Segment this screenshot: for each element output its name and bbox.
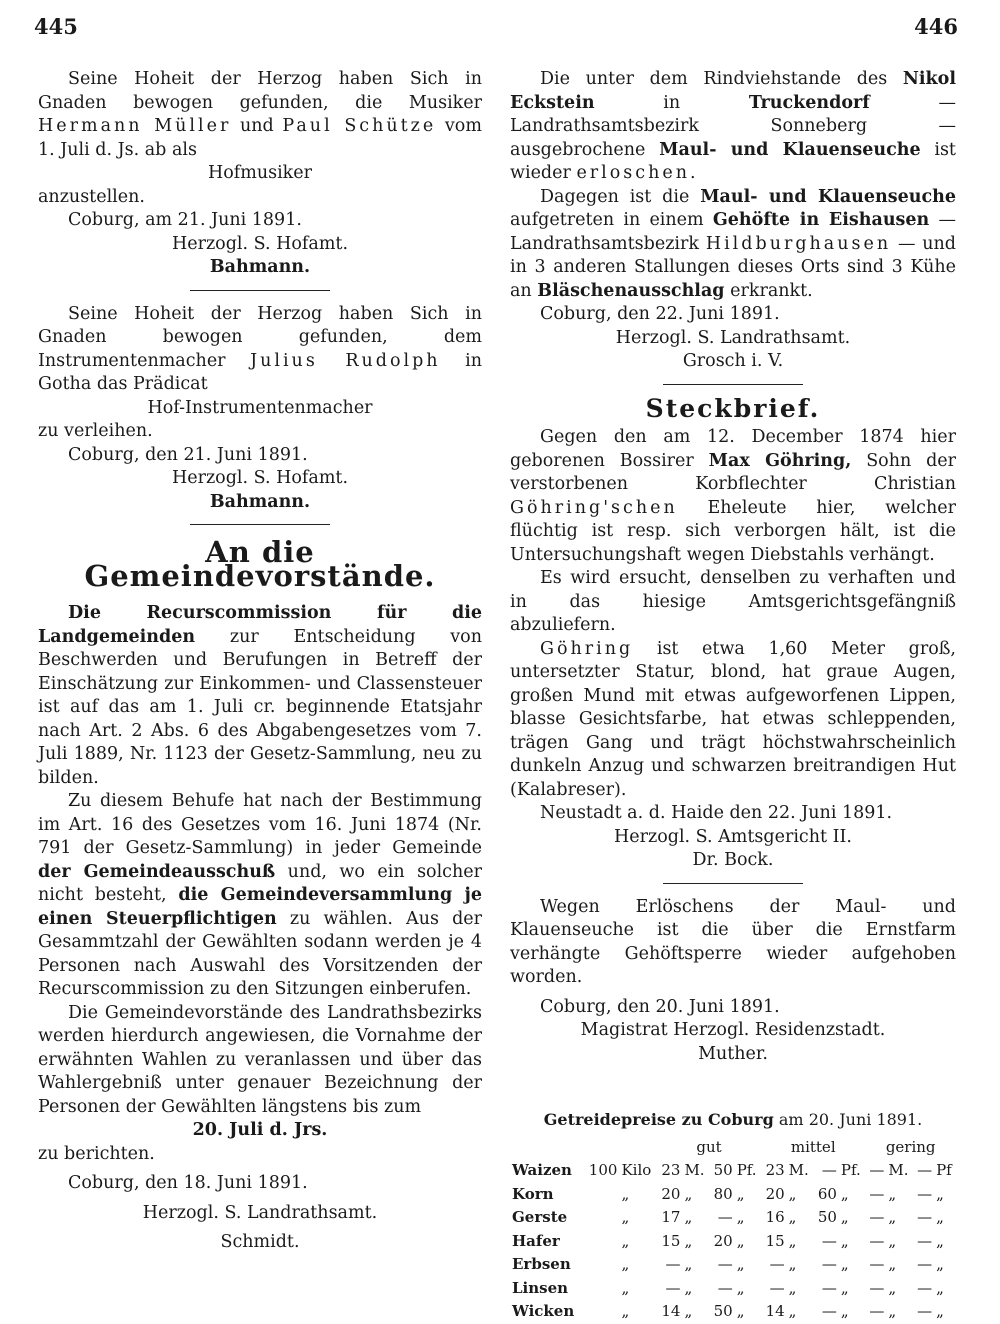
table-cell: „ [684,1184,693,1203]
signature: Muther. [698,1043,768,1064]
table-cell: „ [888,1231,897,1250]
signature: Grosch i. V. [682,351,784,371]
grain-name: Wicken [512,1302,575,1320]
signature: Bahmann. [209,491,311,512]
table-cell: — [821,1302,837,1320]
table-cell: „ [936,1278,944,1297]
place-date: Coburg, am 21. Juni 1891. [68,210,302,230]
table-cell: 20 [713,1231,733,1250]
table-cell: — [917,1208,933,1226]
table-cell: M. [684,1161,705,1179]
notice-seuche [510,68,956,374]
issuing-office: Herzogl. S. Amtsgericht II. [614,826,852,847]
section-heading: An die Gemeindevorstände. [84,535,436,593]
table-cell: — [717,1255,733,1273]
table-cell: 14 [765,1302,785,1320]
table-row [510,1253,956,1277]
table-cell: — [917,1302,933,1320]
table-cell: — [869,1302,885,1320]
table-cell: „ [840,1255,849,1273]
signature: Dr. Bock. [692,850,774,870]
table-cell: „ [936,1302,944,1320]
notice-paragraph: Gegen den am 12. December 1874 hier geborenen Bossirer Max Göhring, Sohn der verstorbenen Korbflechter Christian Göhring'schen Eheleute hier, welcher flüchtig ist resp. sich verborgen hält, ist die Untersuchungshaft wegen Diebstahls verhängt. [510,427,956,565]
place-date: Coburg, den 18. Juni 1891. [68,1173,308,1193]
table-cell: „ [684,1208,693,1226]
table-cell: Kilo [621,1161,652,1179]
table-cell [583,1206,619,1230]
table-row [510,1300,956,1324]
table-cell: „ [684,1231,693,1250]
table-cell [583,1277,619,1301]
table-cell: „ [840,1208,849,1226]
table-cell: — [869,1255,885,1273]
notice-paragraph: Die unter dem Rindviehstande des Nikol Eckstein in Truckendorf — Landrathsamtsbezirk Sonneberg — ausgebrochene Maul- und Klauenseuche ist wieder erloschen. [510,69,956,183]
notice-paragraph: Es wird ersucht, denselben zu verhaften und in das hiesige Amtsgerichtsgefängniß abzuliefern. [510,568,956,635]
table-cell: „ [936,1231,944,1250]
table-cell: — [821,1231,837,1250]
table-cell: — [821,1255,837,1273]
table-row [510,1277,956,1301]
table-cell: „ [936,1255,944,1273]
grain-name: Erbsen [512,1255,571,1273]
divider [190,524,330,525]
person-name: Max Göhring, [708,450,852,471]
table-cell: M. [888,1161,909,1179]
table-cell: — [917,1255,933,1273]
table-cell: — [869,1278,885,1297]
table-cell: — [821,1161,837,1179]
table-cell: Pf [936,1161,952,1179]
notice-paragraph: Dagegen ist die Maul- und Klauenseuche aufgetreten in einem Gehöfte in Eishausen — Landrathsamtsbezirk Hildburghausen — und in 3 anderen Stallungen dieses Orts sind 3 Kühe an Bläschenausschlag erkrankt. [510,186,956,301]
person-name: Hermann Müller [38,116,232,136]
notice-paragraph: Die Gemeindevorstände des Landrathsbezirks werden hierdurch angewiesen, die Vornahme der erwähnten Wahlen zu veranlassen und über das Wahlergebniß unter genauer Bezeichnung der Personen der Gewählten längstens bis zum [38,1002,482,1117]
table-cell: — [869,1161,885,1179]
column-header: mittel [790,1137,836,1156]
table-cell: — [917,1278,933,1297]
table-cell: „ [684,1278,693,1297]
notice-verb: zu verleihen. [38,421,153,441]
notice-body: Seine Hoheit der Herzog haben Sich in Gnaden bewogen gefunden, die Musiker Hermann Müller und Paul Schütze vom 1. Juli d. Js. ab als [38,69,482,160]
divider [663,883,803,884]
table-cell: „ [888,1302,897,1320]
place-date: Neustadt a. d. Haide den 22. Juni 1891. [540,803,893,823]
notice-body: Seine Hoheit der Herzog haben Sich in Gnaden bewogen gefunden, dem Instrumentenmacher Julius Rudolph in Gotha das Prädicat [38,303,482,394]
table-header-row [510,1136,956,1160]
table-cell: Pf. [840,1161,861,1179]
table-cell: „ [788,1278,797,1297]
table-row [510,1183,956,1207]
table-cell: „ [736,1231,745,1250]
notice-gehoeftsperre [510,896,956,1067]
grain-name: Waizen [512,1161,572,1179]
table-cell: „ [684,1255,693,1273]
place-name: Truckendorf [748,92,870,113]
table-cell: 50 [713,1302,733,1320]
table-cell [583,1300,619,1324]
appointment-title: Hof-Instrumentenmacher [147,397,373,418]
table-row [510,1159,956,1183]
table-cell: 23 [661,1161,681,1179]
signature: Schmidt. [220,1232,300,1252]
notice-paragraph: Die Recurscommission für die Landgemeinden zur Entscheidung von Beschwerden und Berufungen in Betreff der Einschätzung zur Einkommen- und Classensteuer ist auf das am 1. Juli cr. beginnende Etatsjahr nach Art. 2 Abs. 6 des Abgabengesetzes vom 7. Juli 1889, Nr. 1123 der Gesetz-Sammlung, neu zu bilden. [38,603,482,788]
table-cell: 50 [817,1208,837,1226]
person-name: Julius Rudolph [250,350,441,371]
issuing-office: Herzogl. S. Landrathsamt. [142,1202,378,1223]
table-cell: — [869,1231,885,1250]
notice-hof-instrumentenmacher [38,303,482,515]
grain-name: Linsen [512,1278,569,1297]
table-cell: — [717,1278,733,1297]
table-cell: „ [840,1184,849,1203]
place-date: Coburg, den 22. Juni 1891. [540,304,780,324]
table-cell: „ [736,1208,745,1226]
table-row [510,1230,956,1254]
table-cell: — [665,1255,681,1273]
table-cell [583,1253,619,1277]
divider [190,290,330,291]
table-cell: — [917,1184,933,1203]
table-cell: „ [840,1278,849,1297]
grain-prices [510,1108,956,1324]
table-cell: M. [788,1161,809,1179]
issuing-office: Herzogl. S. Landrathsamt. [615,327,851,348]
table-cell: „ [888,1184,897,1203]
column-header: gering [885,1137,936,1156]
issuing-office: Herzogl. S. Hofamt. [171,468,349,488]
table-cell: 20 [661,1184,681,1203]
table-cell: — [869,1184,885,1203]
table-cell: „ [621,1278,630,1297]
table-cell: „ [936,1184,944,1203]
grain-prices-title: Getreidepreise zu Coburg am 20. Juni 1891. [543,1110,923,1129]
table-cell: — [769,1255,785,1273]
appointment-title: Hofmusiker [207,163,313,183]
left-column [38,68,482,1255]
issuing-office: Herzogl. S. Hofamt. [171,233,349,254]
table-cell: — [917,1161,933,1179]
table-cell: — [665,1278,681,1297]
page-number-right: 446 [914,14,958,39]
place-date: Coburg, den 21. Juni 1891. [68,444,308,465]
table-cell: „ [736,1255,745,1273]
grain-name: Hafer [512,1231,560,1250]
table-cell: — [821,1278,837,1297]
table-row [510,1206,956,1230]
table-cell: „ [788,1255,797,1273]
section-heading: Steckbrief. [645,393,821,423]
table-cell: — [769,1278,785,1297]
divider [663,384,803,385]
table-cell: 100 [588,1161,618,1179]
table-cell: 50 [713,1161,733,1179]
notice-paragraph: Göhring ist etwa 1,60 Meter groß, untersetzter Statur, blond, hat graue Augen, großen Mund mit etwas aufgeworfenen Lippen, blasse Gesichtsfarbe, hat etwas schleppenden, trägen Gang und trägt höchstwahrscheinlich dunkeln Anzug und schwarzen breitrandigen Hut (Kalabreser). [510,638,956,800]
notice-steckbrief [510,393,956,873]
table-cell: „ [840,1231,849,1250]
table-cell: Pf. [736,1161,757,1179]
notice-paragraph: Zu diesem Behufe hat nach der Bestimmung im Art. 16 des Gesetzes vom 16. Juni 1874 (Nr. 791 der Gesetz-Sammlung) in jeder Gemeinde der Gemeindeausschuß und, wo ein solcher nicht besteht, die Gemeindeversammlung je einen Steuerpflichtigen zu wählen. Aus der Gesammtzahl der Gewählten sodann werden je 4 Personen nach Auswahl des Vorsitzenden der Recurscommission zu den Sitzungen einberufen. [38,791,482,999]
column-header: gut [696,1137,722,1156]
grain-name: Korn [512,1184,554,1203]
signature: Bahmann. [209,257,311,277]
table-cell: „ [788,1231,797,1250]
table-cell: 60 [817,1184,837,1203]
table-cell: „ [736,1278,745,1297]
notice-verb: zu berichten. [38,1143,155,1164]
table-cell: „ [736,1184,745,1203]
table-cell: „ [736,1302,745,1320]
table-cell: „ [788,1184,797,1203]
notice-verb: anzustellen. [38,186,145,207]
table-cell: — [917,1231,933,1250]
table-cell: 15 [661,1231,681,1250]
table-cell: 17 [661,1208,681,1226]
table-cell: „ [888,1255,897,1273]
table-cell: — [869,1208,885,1226]
person-name: Paul Schütze [282,116,437,136]
right-column [510,68,956,1324]
table-cell: 15 [765,1231,785,1250]
table-cell: „ [840,1302,849,1320]
page-number-left: 445 [34,14,78,39]
table-cell: „ [621,1302,630,1320]
table-cell: 14 [661,1302,681,1320]
table-cell: 20 [765,1184,785,1203]
table-cell: „ [888,1208,897,1226]
deadline: 20. Juli d. Jrs. [192,1120,328,1140]
table-cell: „ [621,1184,630,1203]
place-date: Coburg, den 20. Juni 1891. [540,996,780,1017]
table-cell: „ [621,1231,630,1250]
grain-name: Gerste [512,1208,568,1226]
table-cell [583,1230,619,1254]
table-cell: — [717,1208,733,1226]
table-cell [583,1183,619,1207]
issuing-office: Magistrat Herzogl. Residenzstadt. [580,1020,886,1040]
table-cell: „ [621,1255,630,1273]
grain-prices-table [510,1136,956,1324]
person-name: Nikol Eckstein [510,69,956,113]
table-cell: 16 [765,1208,785,1226]
table-cell: „ [788,1208,797,1226]
notice-hofmusiker [38,68,482,280]
table-cell: „ [684,1302,693,1320]
notice-paragraph: Wegen Erlöschens der Maul- und Klauenseuche ist die über die Ernstfarm verhängte Gehöftsperre wieder aufgehoben worden. [510,896,956,987]
notice-recurscommission [38,535,482,1255]
table-cell: 80 [713,1184,733,1203]
table-cell: „ [936,1208,944,1226]
table-cell: „ [788,1302,797,1320]
table-cell: „ [621,1208,630,1226]
table-cell: 23 [765,1161,785,1179]
table-cell: „ [888,1278,897,1297]
